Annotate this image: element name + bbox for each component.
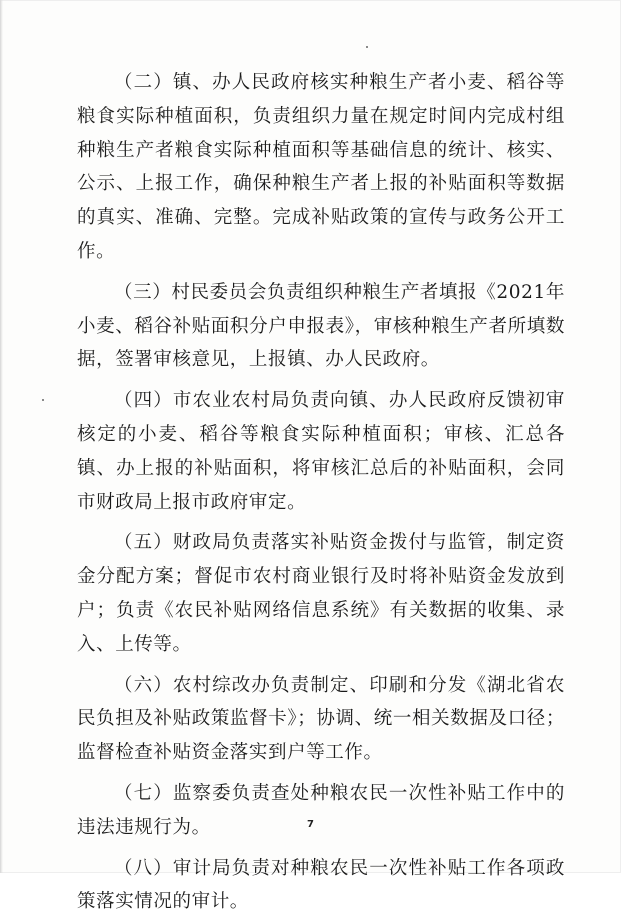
paragraph-3: （三）村民委员会负责组织种粮生产者填报《2021年小麦、稻谷补贴面积分户申报表》，审核种粮生产者所填数据，签署审核意见，上报镇、办人民政府。 [77, 281, 565, 371]
page-number: 7 [307, 819, 314, 830]
paragraph-4: （四）市农业农村局负责向镇、办人民政府反馈初审核定的小麦、稻谷等粮食实际种植面积；审核、汇总各镇、办上报的补贴面积，将审核汇总后的补贴面积，会同市财政局上报市政府审定。 [77, 390, 565, 513]
paragraph-2: （二）镇、办人民政府核实种粮生产者小麦、稻谷等粮食实际种植面积，负责组织力量在规定时间内完成村组种粮生产者粮食实际种植面积等基础信息的统计、核实、公示、上报工作，确保种粮生产者上报的补贴面积等数据的真实、准确、完整。完成补贴政策的宣传与政务公开工作。 [77, 72, 565, 262]
scan-speck [366, 46, 368, 48]
paragraph-6: （六）农村综改办负责制定、印刷和分发《湖北省农民负担及补贴政策监督卡》；协调、统一相关数据及口径；监督检查补贴资金落实到户等工作。 [77, 674, 565, 764]
paragraph-8: （八）审计局负责对种粮农民一次性补贴工作各项政策落实情况的审计。 [77, 857, 565, 913]
paragraph-5: （五）财政局负责落实补贴资金拨付与监管，制定资金分配方案；督促市农村商业银行及时将补贴资金发放到户；负责《农民补贴网络信息系统》有关数据的收集、录入、上传等。 [77, 532, 565, 655]
paragraph-7: （七）监察委负责查处种粮农民一次性补贴工作中的违法违规行为。 [77, 782, 565, 838]
scan-speck [42, 399, 44, 401]
document-body [77, 66, 565, 919]
